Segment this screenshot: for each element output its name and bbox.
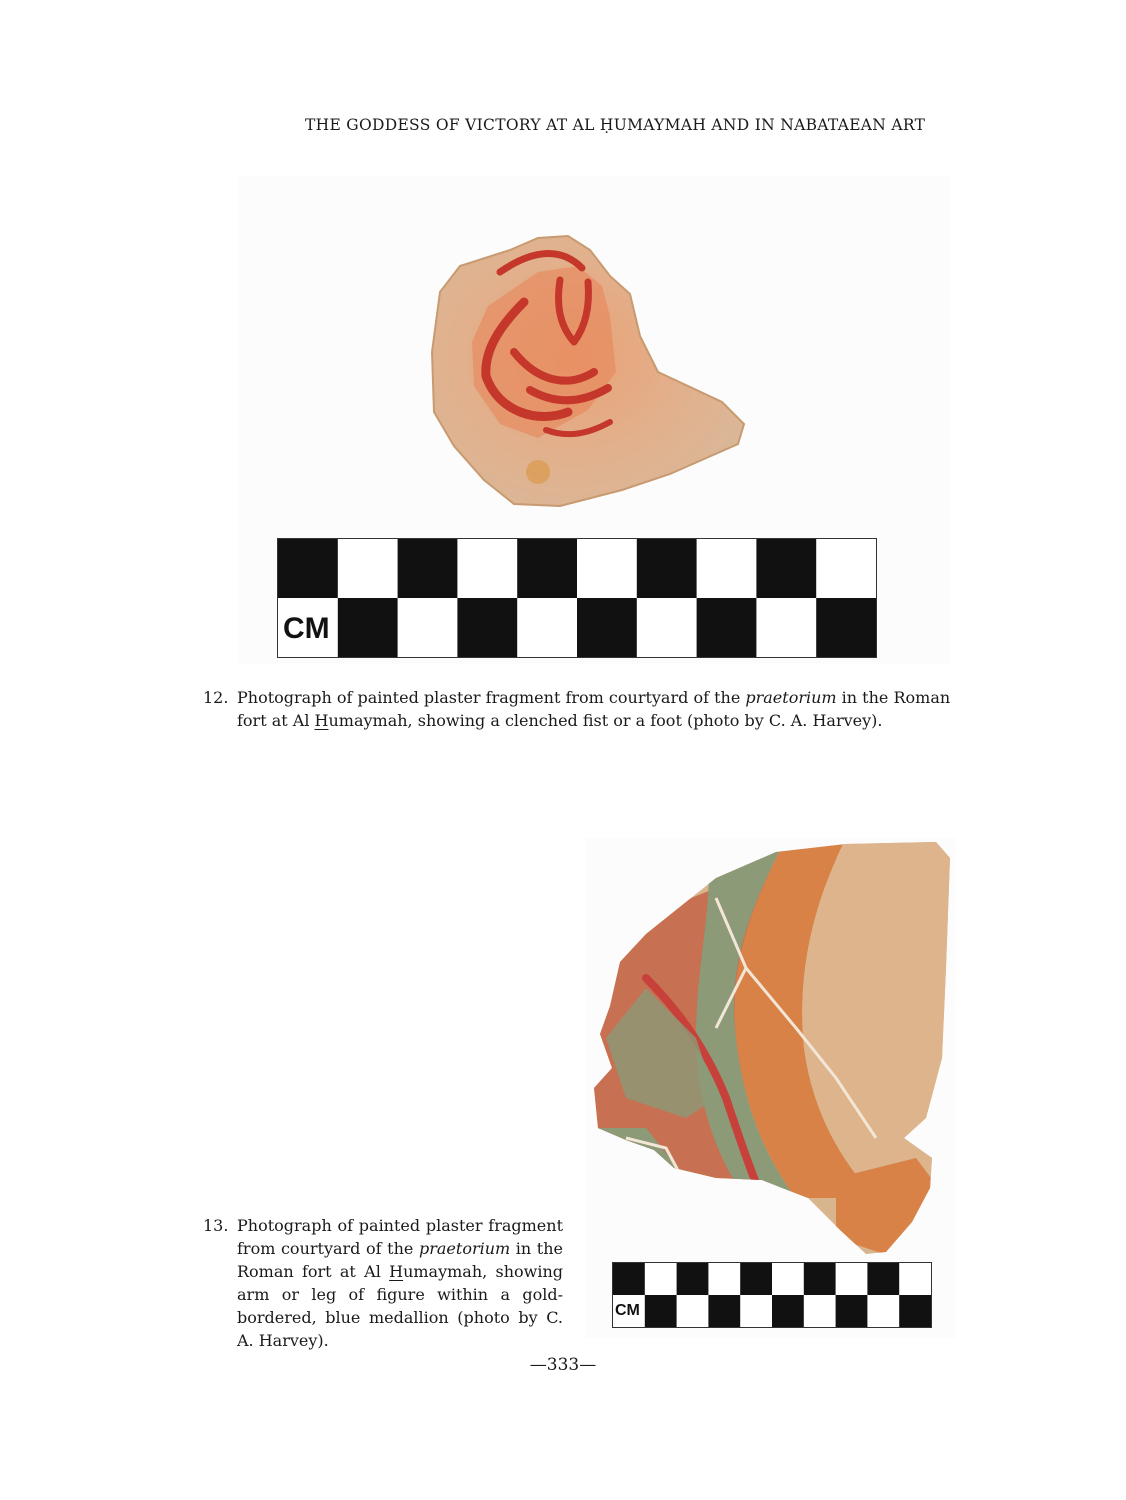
running-head: THE GODDESS OF VICTORY AT AL ḤUMAYMAH AND IN NABATAEAN ART [305, 116, 926, 134]
scale-square [697, 598, 757, 657]
figure-13 [586, 838, 956, 1338]
centimeter-scale-bar [277, 538, 877, 658]
page-number: —333— [529, 1355, 597, 1375]
scale-square [338, 598, 398, 657]
scale-square [899, 1295, 931, 1327]
scale-square [816, 598, 876, 657]
scale-square [278, 539, 338, 598]
caption-text: Photograph of painted plaster fragment from courtyard of the praetorium in the Roman fort at Al Humaymah, showing a clenched fist or a foot (photo by C. A. Harvey). [237, 688, 951, 730]
figure-number: 13. [203, 1216, 229, 1235]
scale-square [708, 1295, 740, 1327]
scale-cm-label: CM [615, 1302, 640, 1319]
figure-12 [238, 176, 950, 664]
scale-square [740, 1263, 772, 1295]
scale-square [517, 539, 577, 598]
scale-square [772, 1295, 804, 1327]
scale-square [577, 598, 637, 657]
scale-square [756, 539, 816, 598]
centimeter-scale-bar [612, 1262, 932, 1328]
scale-square [613, 1263, 645, 1295]
scale-cm-label: CM [283, 612, 330, 645]
scale-square [677, 1263, 709, 1295]
figure-12-caption [203, 686, 953, 736]
scale-square [804, 1263, 836, 1295]
caption-text: Photograph of painted plaster fragment from courtyard of the praetorium in the Roman fort at Al Humaymah, showing arm or leg of figure within a gold-bordered, blue medallion (photo by C. A. Harvey). [237, 1216, 564, 1350]
figure-13-caption [203, 1214, 564, 1350]
scale-square [637, 539, 697, 598]
figure-number: 12. [203, 688, 229, 707]
scale-square [867, 1263, 899, 1295]
scale-square [836, 1295, 868, 1327]
scale-square [398, 539, 458, 598]
scale-square [457, 598, 517, 657]
scale-square [645, 1295, 677, 1327]
